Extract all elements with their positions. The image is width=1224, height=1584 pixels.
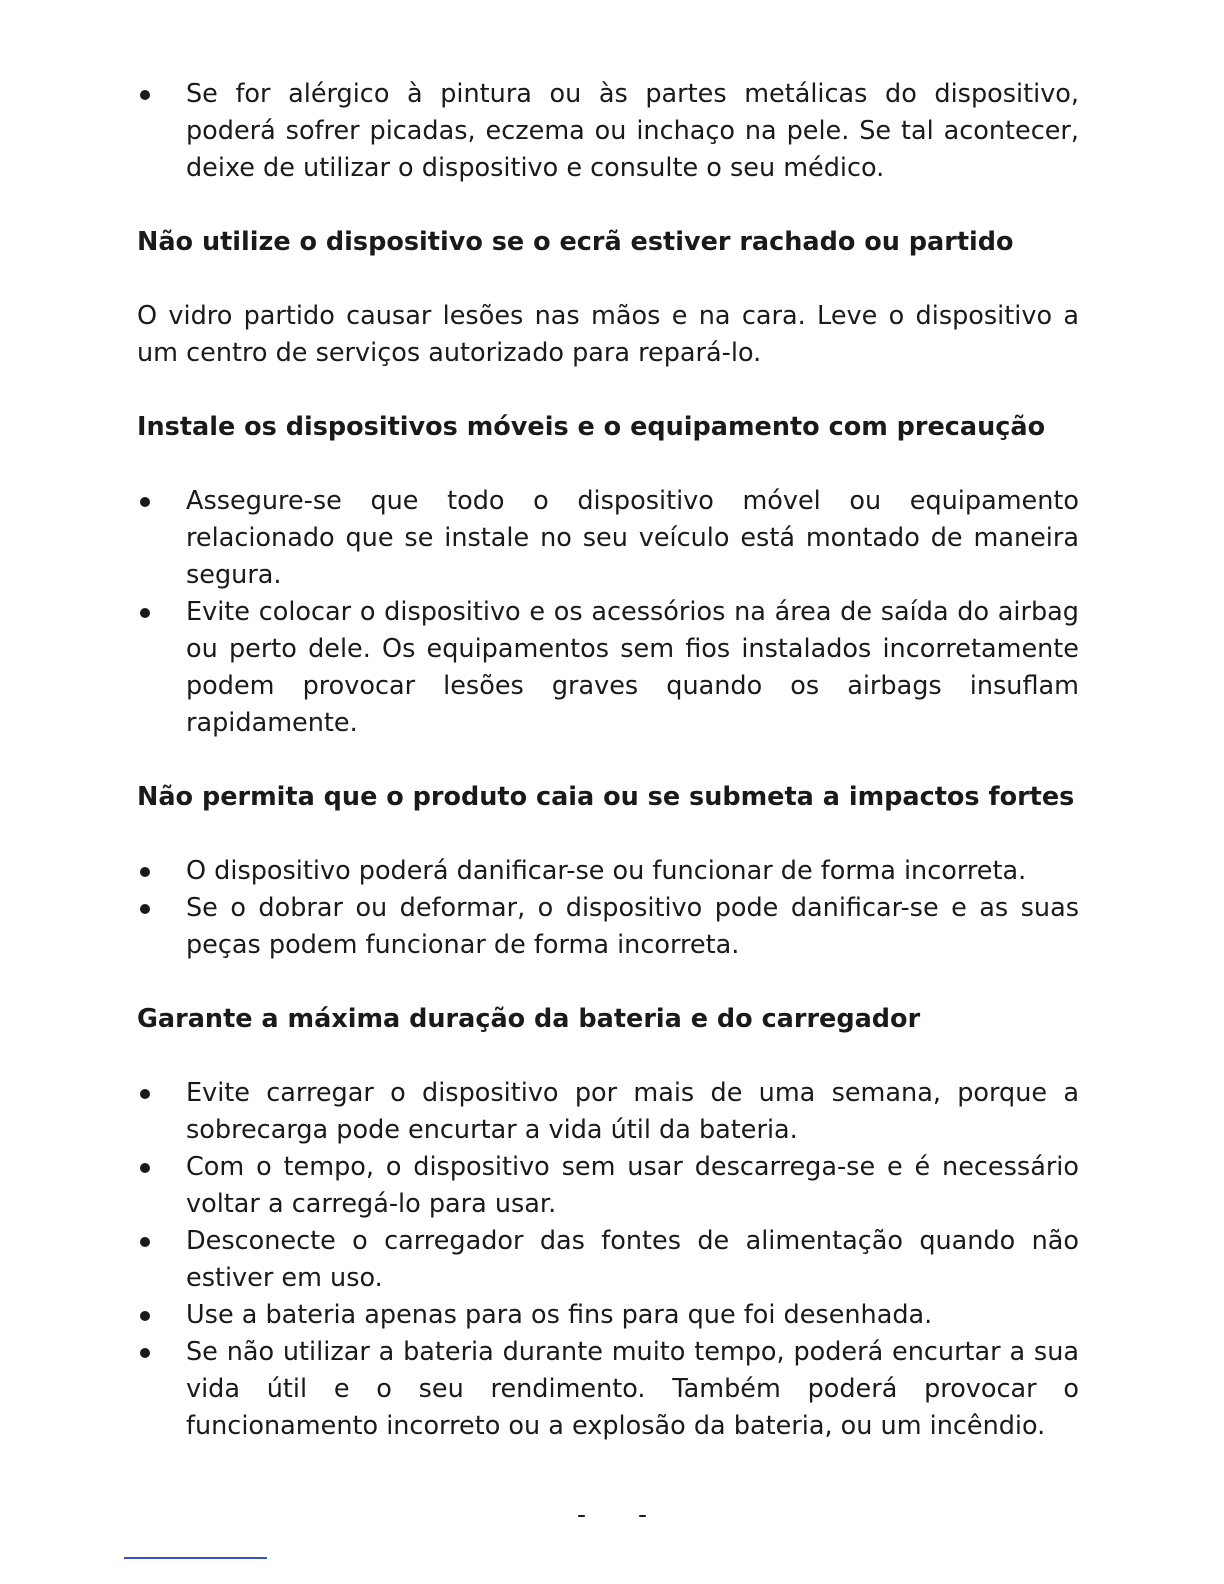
list-item: Se não utilizar a bateria durante muito tempo, poderá encurtar a sua vida útil e o seu rendimento. Também poderá provocar o funcionamento incorreto ou a explosão da bateria, ou um incêndio. (137, 1334, 1079, 1445)
bullet-icon (140, 608, 150, 618)
intro-bullet-list (137, 76, 1079, 187)
page-footer (0, 1500, 1224, 1529)
bullet-icon (140, 1089, 150, 1099)
list-item: Desconecte o carregador das fontes de alimentação quando não estiver em uso. (137, 1223, 1079, 1297)
bullet-icon (140, 1163, 150, 1173)
bullet-icon (140, 904, 150, 914)
document-page (137, 76, 1079, 1445)
section-heading: Instale os dispositivos móveis e o equipamento com precaução (137, 412, 1046, 442)
bullet-icon (140, 867, 150, 877)
list-item: Use a bateria apenas para os fins para que foi desenhada. (137, 1297, 1079, 1334)
bullet-icon (140, 497, 150, 507)
section-heading: Não utilize o dispositivo se o ecrã estiver rachado ou partido (137, 227, 1014, 257)
bullet-list (137, 1075, 1079, 1445)
list-item: Se o dobrar ou deformar, o dispositivo pode danificar-se e as suas peças podem funcionar de forma incorreta. (137, 890, 1079, 964)
list-item: Evite carregar o dispositivo por mais de uma semana, porque a sobrecarga pode encurtar a vida útil da bateria. (137, 1075, 1079, 1149)
list-item: O dispositivo poderá danificar-se ou funcionar de forma incorreta. (137, 853, 1079, 890)
bullet-icon (140, 1237, 150, 1247)
bullet-list (137, 483, 1079, 742)
bullet-icon (140, 90, 150, 100)
list-item: Com o tempo, o dispositivo sem usar descarrega-se e é necessário voltar a carregá-lo para usar. (137, 1149, 1079, 1223)
section-heading: Não permita que o produto caia ou se submeta a impactos fortes (137, 782, 1075, 812)
bullet-icon (140, 1311, 150, 1321)
bullet-list (137, 853, 1079, 964)
bullet-icon (140, 1348, 150, 1358)
footnote-divider (124, 1557, 267, 1559)
list-item: Se for alérgico à pintura ou às partes metálicas do dispositivo, poderá sofrer picadas, eczema ou inchaço na pele. Se tal acontecer, deixe de utilizar o dispositivo e consulte o seu médico. (137, 76, 1079, 187)
list-item: Evite colocar o dispositivo e os acessórios na área de saída do airbag ou perto dele. Os equipamentos sem fios instalados incorretamente podem provocar lesões graves quando os airbags insuflam rapidamente. (137, 594, 1079, 742)
section-paragraph: O vidro partido causar lesões nas mãos e na cara. Leve o dispositivo a um centro de serviços autorizado para repará-lo. (137, 301, 1079, 368)
footer-mark-left: - (576, 1500, 587, 1529)
footer-mark-right: - (637, 1500, 647, 1529)
section-heading: Garante a máxima duração da bateria e do carregador (137, 1004, 921, 1034)
list-item: Assegure-se que todo o dispositivo móvel ou equipamento relacionado que se instale no seu veículo está montado de maneira segura. (137, 483, 1079, 594)
